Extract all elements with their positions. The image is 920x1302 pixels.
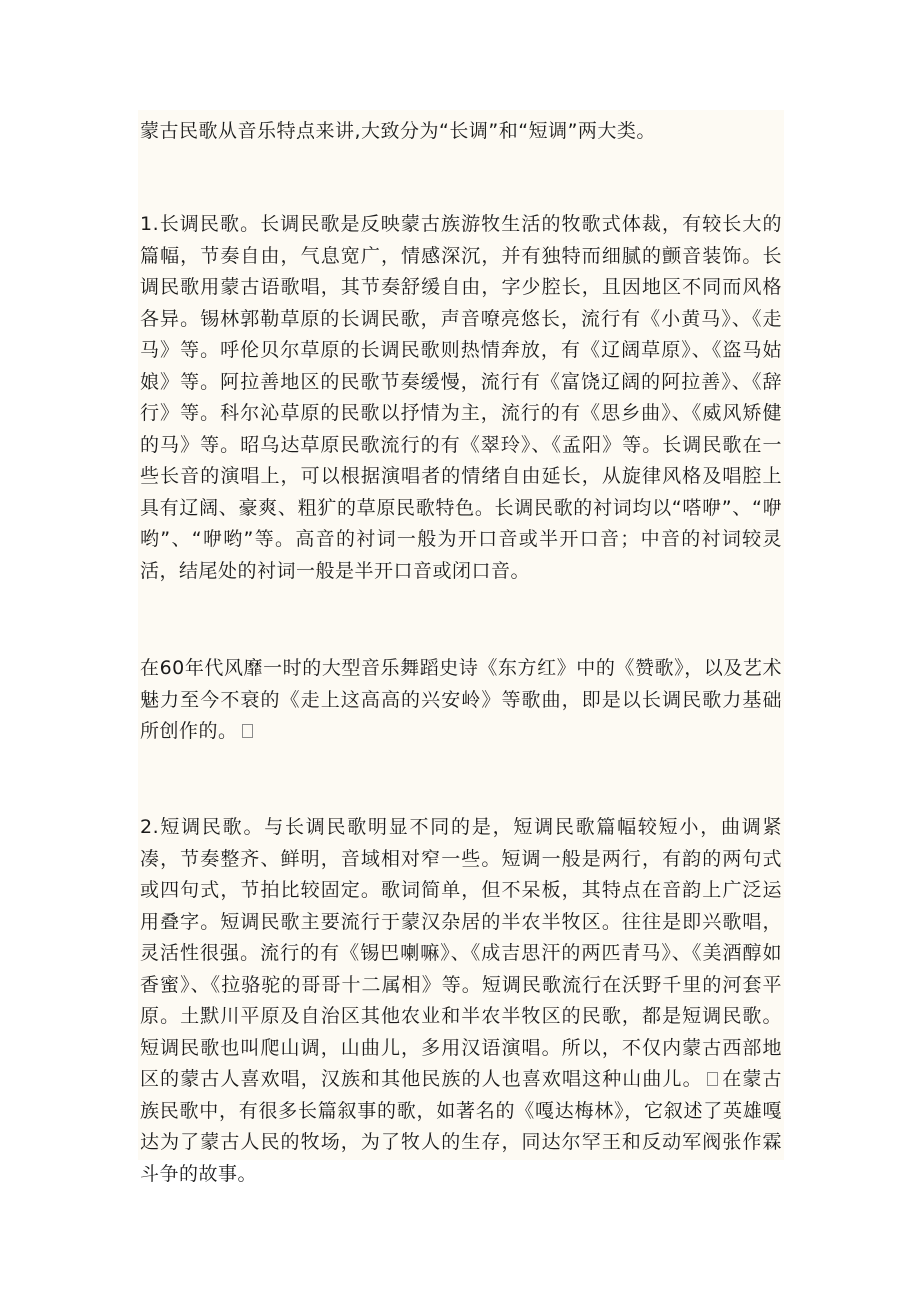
intro-paragraph: 蒙古民歌从音乐特点来讲,大致分为“长调”和“短调”两大类。 <box>140 120 656 142</box>
paragraph-2: 在60年代风靡一时的大型音乐舞蹈史诗《东方红》中的《赞歌》，以及艺术魅力至今不衰的《走上这高高的兴安岭》等歌曲，即是以长调民歌力基础所创作的。 <box>140 657 782 742</box>
missing-glyph-icon <box>707 1072 718 1086</box>
section1-paragraph: 1.长调民歌。长调民歌是反映蒙古族游牧生活的牧歌式体裁，有较长大的篇幅，节奏自由，气息宽广，情感深沉，并有独特而细腻的颤音装饰。长调民歌用蒙古语歌唱，其节奏舒缓自由，字少腔长，且因地区不同而风格各异。锡林郭勒草原的长调民歌，声音嘹亮悠长，流行有《小黄马》、《走马》等。呼伦贝尔草原的长调民歌则热情奔放，有《辽阔草原》、《盗马姑娘》等。阿拉善地区的民歌节奏缓慢，流行有《富饶辽阔的阿拉善》、《辞行》等。科尔沁草原的民歌以抒情为主，流行的有《思乡曲》、《威风矫健的马》等。昭乌达草原民歌流行的有《翠玲》、《孟阳》等。长调民歌在一些长音的演唱上，可以根据演唱者的情绪自由延长，从旋律风格及唱腔上具有辽阔、豪爽、粗犷的草原民歌特色。长调民歌的衬词均以“嗒咿”、“咿哟”、“咿哟”等。高音的衬词一般为开口音或半开口音；中音的衬词较灵活，结尾处的衬词一般是半开口音或闭口音。 <box>140 213 782 582</box>
missing-glyph-icon <box>242 724 253 738</box>
section2-paragraph: 2.短调民歌。与长调民歌明显不同的是，短调民歌篇幅较短小，曲调紧凑，节奏整齐、鲜明，音域相对窄一些。短调一般是两行，有韵的两句式或四句式，节拍比较固定。歌词简单，但不呆板，其特点在音韵上广泛运用叠字。短调民歌主要流行于蒙汉杂居的半农半牧区。往往是即兴歌唱，灵活性很强。流行的有《锡巴喇嘛》、《成吉思汗的两匹青马》、《美酒醇如香蜜》、《拉骆驼的哥哥十二属相》等。短调民歌流行在沃野千里的河套平原。土默川平原及自治区其他农业和半农半牧区的民歌，都是短调民歌。短调民歌也叫爬山调，山曲儿，多用汉语演唱。所以，不仅内蒙古西部地区的蒙古人喜欢唱，汉族和其他民族的人也喜欢唱这种山曲儿。 在蒙古族民歌中，有很多长篇叙事的歌，如著名的《嘎达梅林》，它叙述了英雄嘎达为了蒙古人民的牧场，为了牧人的生存，同达尔罕王和反动军阀张作霖斗争的故事。 <box>140 816 782 1185</box>
